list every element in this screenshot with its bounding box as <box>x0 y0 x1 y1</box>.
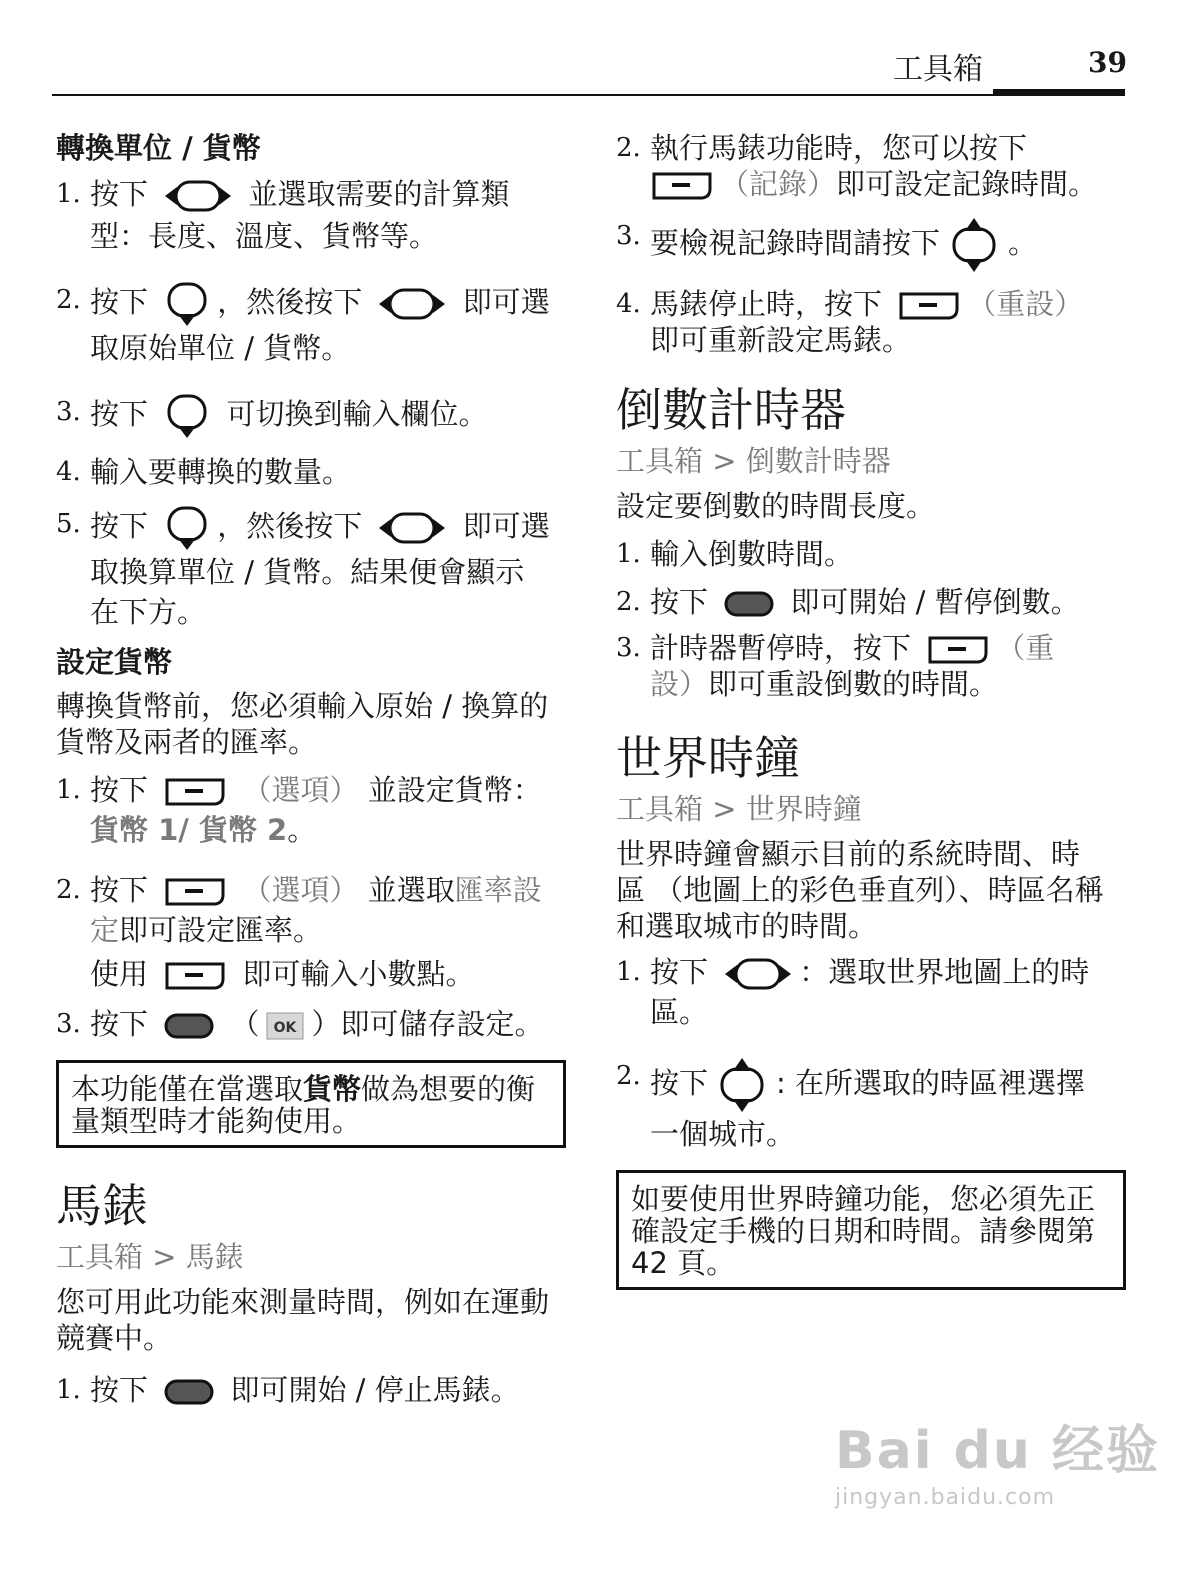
soft-key-icon <box>926 635 990 665</box>
step-text: 並選取 <box>367 873 455 907</box>
step-number: 1. <box>56 775 81 805</box>
countdown-step-2 <box>616 582 1128 622</box>
note-text: 做為想要的衡量類型時才能夠使用。 <box>71 1072 536 1138</box>
convert-heading: 轉換單位 / 貨幣 <box>56 131 261 165</box>
worldclock-note: 如要使用世界時鐘功能，您必須先正確設定手機的日期和時間。請參閱第 42 頁。 <box>616 1170 1126 1290</box>
step-number: 1. <box>616 539 641 569</box>
step-text: 按下 <box>90 397 149 431</box>
nav-key-up-down-icon <box>946 216 1002 274</box>
worldclock-breadcrumb: 工具箱 > 世界時鐘 <box>616 792 862 826</box>
stopwatch-step-3 <box>616 216 1128 274</box>
currency-heading: 設定貨幣 <box>56 645 173 679</box>
step-text: （ <box>230 1007 260 1041</box>
stopwatch-title: 馬錶 <box>56 1179 148 1233</box>
step-number: 3. <box>56 397 81 427</box>
watermark-brand: Bai du 经验 <box>835 1421 1160 1481</box>
soft-key-icon <box>163 961 227 991</box>
currency-step-1 <box>56 770 566 850</box>
nav-key-down-icon <box>163 392 211 440</box>
nav-key-up-down-icon <box>714 1056 770 1114</box>
right-column <box>616 130 1128 1320</box>
step-text: : 在所選取的時區裡選擇 <box>776 1066 1086 1100</box>
header-rule <box>52 94 1125 96</box>
step-text: ，然後按下 <box>217 285 363 319</box>
convert-step-4 <box>56 452 566 492</box>
note-emphasis: 貨幣 <box>303 1072 362 1106</box>
reset-label: （重 <box>996 631 1055 665</box>
step-text: 即可重新設定馬錶。 <box>650 323 912 357</box>
step-text: 按下 <box>90 1007 149 1041</box>
countdown-step-1 <box>616 534 1128 574</box>
countdown-title: 倒數計時器 <box>616 383 846 437</box>
step-text: 即可選 <box>462 285 550 319</box>
step-number: 1. <box>56 1375 81 1405</box>
step-text: 即可設定匯率。 <box>119 913 323 947</box>
options-label: （選項） <box>242 873 359 907</box>
worldclock-title: 世界時鐘 <box>616 731 800 785</box>
step-text: 即可重設倒數的時間。 <box>708 667 999 701</box>
center-key-icon <box>163 1012 215 1040</box>
step-number: 3. <box>56 1009 81 1039</box>
nav-key-left-right-icon <box>377 284 447 324</box>
step-text: 即可設定記錄時間。 <box>836 167 1098 201</box>
step-text: 馬錶停止時，按下 <box>650 287 883 321</box>
step-number: 3. <box>616 633 641 663</box>
step-text: 按下 <box>90 509 149 543</box>
reset-label: （重設） <box>967 287 1084 321</box>
step-text: 按下 <box>90 1373 149 1407</box>
step-text: 按下 <box>90 873 149 907</box>
currency-step-2-extra <box>56 954 566 994</box>
step-number: 2. <box>616 1061 641 1091</box>
baidu-watermark <box>835 1408 1160 1510</box>
left-column <box>56 130 566 1422</box>
step-number: 2. <box>56 285 81 315</box>
step-text: 即可輸入小數點。 <box>242 957 475 991</box>
countdown-step-3 <box>616 630 1128 702</box>
step-number: 1. <box>56 179 81 209</box>
currency-note <box>56 1060 566 1148</box>
step-text: 並設定貨幣： <box>367 773 542 807</box>
convert-step-5 <box>56 504 566 632</box>
step-text: 即可開始 / 暫停倒數。 <box>790 585 1080 619</box>
worldclock-step-2 <box>616 1056 1128 1154</box>
convert-step-3 <box>56 392 566 440</box>
step-text: 。 <box>287 813 317 847</box>
exchange-rate-label: 定 <box>90 913 120 947</box>
step-number: 1. <box>616 957 641 987</box>
currency-intro: 轉換貨幣前，您必須輸入原始 / 換算的貨幣及兩者的匯率。 <box>56 689 549 759</box>
watermark-url: jingyan.baidu.com <box>835 1485 1056 1510</box>
soft-key-icon <box>897 291 961 321</box>
step-text: 即可選 <box>462 509 550 543</box>
step-text: 輸入倒數時間。 <box>650 537 854 571</box>
currency-step-3 <box>56 1004 566 1044</box>
exchange-rate-label: 匯率設 <box>454 873 542 907</box>
step-text: ：選取世界地圖上的時 <box>799 955 1090 989</box>
stopwatch-breadcrumb: 工具箱 > 馬錶 <box>56 1240 244 1274</box>
nav-key-left-right-icon <box>377 508 447 548</box>
step-text: 可切換到輸入欄位。 <box>226 397 488 431</box>
reset-label: 設） <box>650 667 709 701</box>
nav-key-down-icon <box>163 504 211 552</box>
step-text: 在下方。 <box>90 595 207 629</box>
soft-key-icon <box>163 877 227 907</box>
worldclock-intro: 世界時鐘會顯示目前的系統時間、時區 （地圖上的彩色垂直列）、時區名稱和選取城市的時間。 <box>616 837 1104 943</box>
step-text: ，然後按下 <box>217 509 363 543</box>
step-text: 取換算單位 / 貨幣。結果便會顯示 <box>90 555 525 589</box>
center-key-icon <box>723 590 775 618</box>
record-label: （記錄） <box>720 167 837 201</box>
step-text: 執行馬錶功能時，您可以按下 <box>650 131 1028 165</box>
stopwatch-step-1 <box>56 1370 566 1410</box>
step-text: 。 <box>1008 226 1038 260</box>
step-number: 2. <box>56 875 81 905</box>
step-number: 3. <box>616 221 641 251</box>
step-text: 按下 <box>90 773 149 807</box>
center-key-icon <box>163 1378 215 1406</box>
soft-key-icon <box>163 777 227 807</box>
step-number: 5. <box>56 509 81 539</box>
step-text: 按下 <box>90 177 149 211</box>
convert-step-1 <box>56 174 566 256</box>
soft-key-icon <box>650 171 714 201</box>
step-text: 按下 <box>650 585 709 619</box>
convert-step-2 <box>56 280 566 368</box>
countdown-intro: 設定要倒數的時間長度。 <box>616 489 936 523</box>
step-number: 4. <box>56 457 81 487</box>
step-text: 並選取需要的計算類 <box>248 177 510 211</box>
step-text: 取原始單位 / 貨幣。 <box>90 331 351 365</box>
step-text: 使用 <box>90 957 149 991</box>
note-text: 本功能僅在當選取 <box>71 1072 304 1106</box>
worldclock-step-1 <box>616 954 1128 1030</box>
step-text: 按下 <box>90 285 149 319</box>
nav-key-left-right-icon <box>163 176 233 216</box>
nav-key-left-right-icon <box>723 954 793 994</box>
step-text: 輸入要轉換的數量。 <box>90 455 352 489</box>
stopwatch-step-2 <box>616 130 1128 202</box>
countdown-breadcrumb: 工具箱 > 倒數計時器 <box>616 444 891 478</box>
header-tab-bar <box>993 89 1125 96</box>
step-number: 4. <box>616 289 641 319</box>
nav-key-down-icon <box>163 280 211 328</box>
currency-selection: 貨幣 1/ 貨幣 2 <box>90 813 288 847</box>
options-label: （選項） <box>242 773 359 807</box>
step-text: 要檢視記錄時間請按下 <box>650 226 941 260</box>
step-text: 一個城市。 <box>650 1117 796 1151</box>
step-text: 按下 <box>650 955 709 989</box>
step-number: 2. <box>616 133 641 163</box>
step-number: 2. <box>616 587 641 617</box>
step-text: ）即可儲存設定。 <box>311 1007 544 1041</box>
page-header-title: 工具箱 <box>893 52 983 87</box>
currency-step-2 <box>56 870 566 950</box>
ok-icon-label: OK <box>274 1020 297 1036</box>
stopwatch-step-4 <box>616 286 1128 358</box>
step-text: 型：長度、溫度、貨幣等。 <box>90 219 439 253</box>
page-number: 39 <box>1088 46 1127 79</box>
step-text: 區。 <box>650 995 709 1029</box>
step-text: 即可開始 / 停止馬錶。 <box>230 1373 520 1407</box>
stopwatch-intro: 您可用此功能來測量時間，例如在運動競賽中。 <box>56 1285 550 1355</box>
step-text: 計時器暫停時，按下 <box>650 631 912 665</box>
ok-icon <box>265 1011 305 1041</box>
step-text: 按下 <box>650 1066 709 1100</box>
